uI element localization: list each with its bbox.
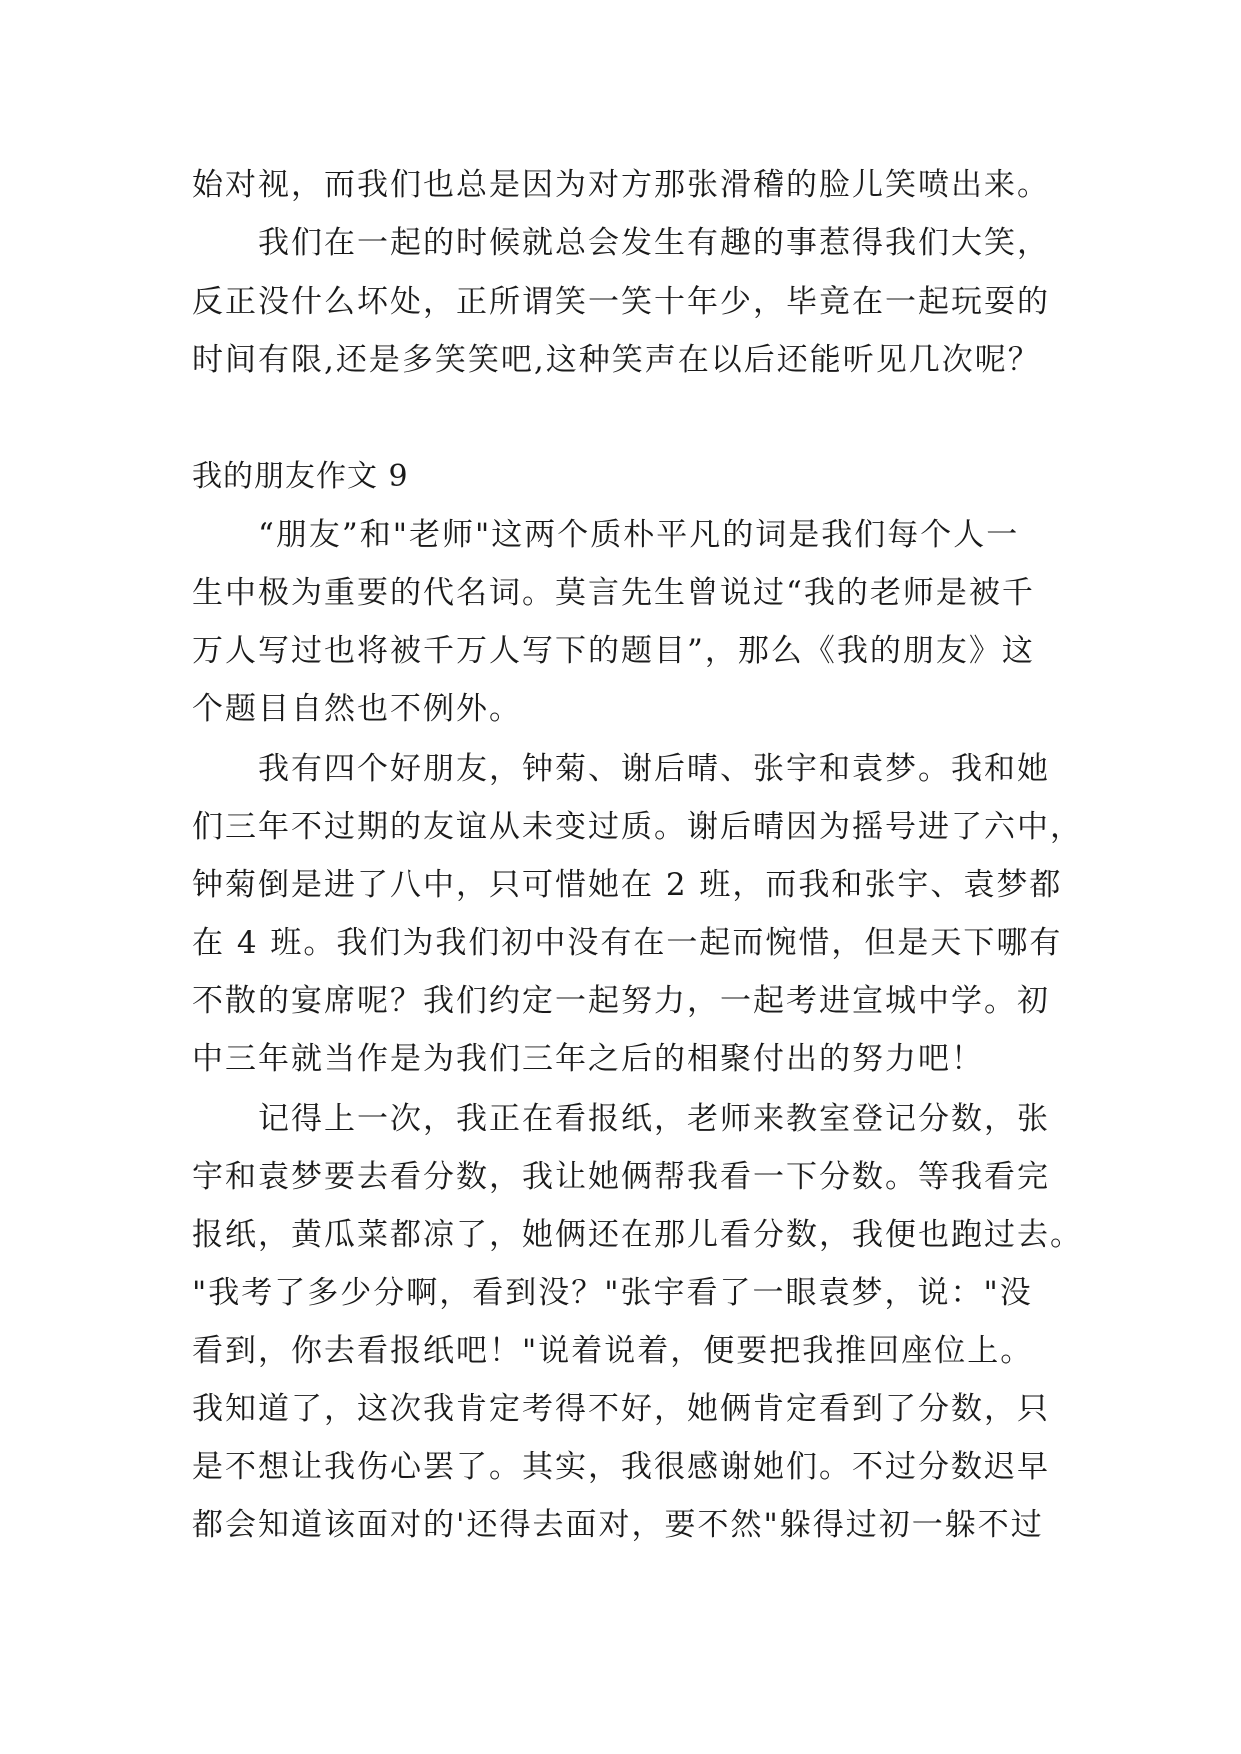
- text-line: 我有四个好朋友，钟菊、谢后晴、张宇和袁梦。我和她: [258, 751, 1050, 787]
- section-heading: 我的朋友作文 9: [192, 459, 409, 494]
- text-line: 反正没什么坏处，正所谓笑一笑十年少，毕竟在一起玩耍的: [192, 284, 1050, 320]
- text-line: 们三年不过期的友谊从未变过质。谢后晴因为摇号进了六中，: [192, 809, 1083, 845]
- text-line: 万人写过也将被千万人写下的题目”，那么《我的朋友》这: [192, 633, 1035, 669]
- text-line: 看到，你去看报纸吧！"说着说着，便要把我推回座位上。: [192, 1333, 1034, 1369]
- text-line: 我知道了，这次我肯定考得不好，她俩肯定看到了分数，只: [192, 1391, 1050, 1427]
- text-line: 我们在一起的时候就总会发生有趣的事惹得我们大笑，: [258, 225, 1050, 261]
- text-line: 生中极为重要的代名词。莫言先生曾说过“我的老师是被千: [192, 575, 1035, 611]
- text-line: 报纸，黄瓜菜都凉了，她俩还在那儿看分数，我便也跑过去。: [192, 1217, 1083, 1253]
- text-line: “朋友”和"老师"这两个质朴平凡的词是我们每个人一: [258, 517, 1020, 553]
- text-line: "我考了多少分啊，看到没？"张宇看了一眼袁梦，说："没: [192, 1275, 1033, 1311]
- text-line: 记得上一次，我正在看报纸，老师来教室登记分数，张: [258, 1101, 1050, 1137]
- text-line: 中三年就当作是为我们三年之后的相聚付出的努力吧！: [192, 1041, 984, 1077]
- text-line: 宇和袁梦要去看分数，我让她俩帮我看一下分数。等我看完: [192, 1159, 1050, 1195]
- text-line: 时间有限,还是多笑笑吧,这种笑声在以后还能听见几次呢？: [192, 342, 1041, 378]
- text-line: 都会知道该面对的'还得去面对，要不然"躲得过初一躲不过: [192, 1507, 1044, 1543]
- text-line: 个题目自然也不例外。: [192, 691, 522, 727]
- text-line: 在 4 班。我们为我们初中没有在一起而惋惜，但是天下哪有: [192, 925, 1063, 961]
- text-line: 不散的宴席呢？我们约定一起努力，一起考进宣城中学。初: [192, 983, 1050, 1019]
- text-line: 钟菊倒是进了八中，只可惜她在 2 班，而我和张宇、袁梦都: [192, 867, 1063, 903]
- text-line: 始对视，而我们也总是因为对方那张滑稽的脸儿笑喷出来。: [192, 167, 1050, 203]
- text-line: 是不想让我伤心罢了。其实，我很感谢她们。不过分数迟早: [192, 1449, 1050, 1485]
